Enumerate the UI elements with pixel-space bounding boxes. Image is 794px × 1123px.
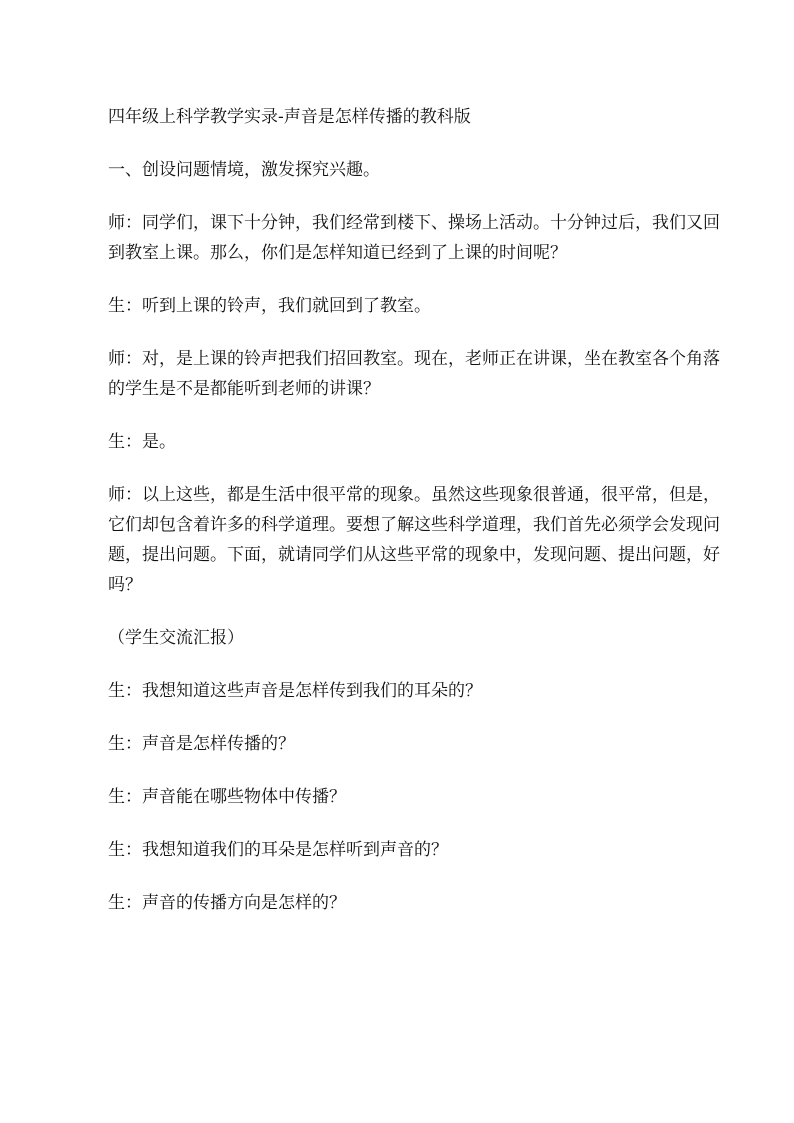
document-body (108, 102, 726, 918)
paragraph: 生：声音能在哪些物体中传播？ (108, 787, 346, 807)
paragraph: 生：声音是怎样传播的？ (108, 734, 295, 754)
paragraph: 生：声音的传播方向是怎样的？ (108, 893, 346, 913)
paragraph: 师：同学们，课下十分钟，我们经常到楼下、操场上活动。十分钟过后，我们又回到教室上课。那么，你们是怎样知道已经到了上课的时间呢？ (108, 213, 720, 263)
paragraph: （学生交流汇报） (108, 628, 244, 648)
document-title: 四年级上科学教学实录-声音是怎样传播的教科版 (108, 107, 471, 127)
paragraph: 生：我想知道我们的耳朵是怎样听到声音的？ (108, 840, 448, 860)
paragraph: 师：以上这些，都是生活中很平常的现象。虽然这些现象很普通，很平常，但是，它们却包含着许多的科学道理。要想了解这些科学道理，我们首先必须学会发现问题，提出问题。下面，就请同学们从这些平常的现象中，发现问题、提出问题，好吗？ (108, 485, 720, 595)
paragraph: 生：听到上课的铃声，我们就回到了教室。 (108, 296, 431, 316)
paragraph: 师：对，是上课的铃声把我们招回教室。现在，老师正在讲课，坐在教室各个角落的学生是不是都能听到老师的讲课？ (108, 349, 720, 399)
paragraph: 生：是。 (108, 432, 176, 452)
paragraph: 生：我想知道这些声音是怎样传到我们的耳朵的？ (108, 681, 482, 701)
section-heading: 一、创设问题情境，激发探究兴趣。 (108, 160, 380, 180)
